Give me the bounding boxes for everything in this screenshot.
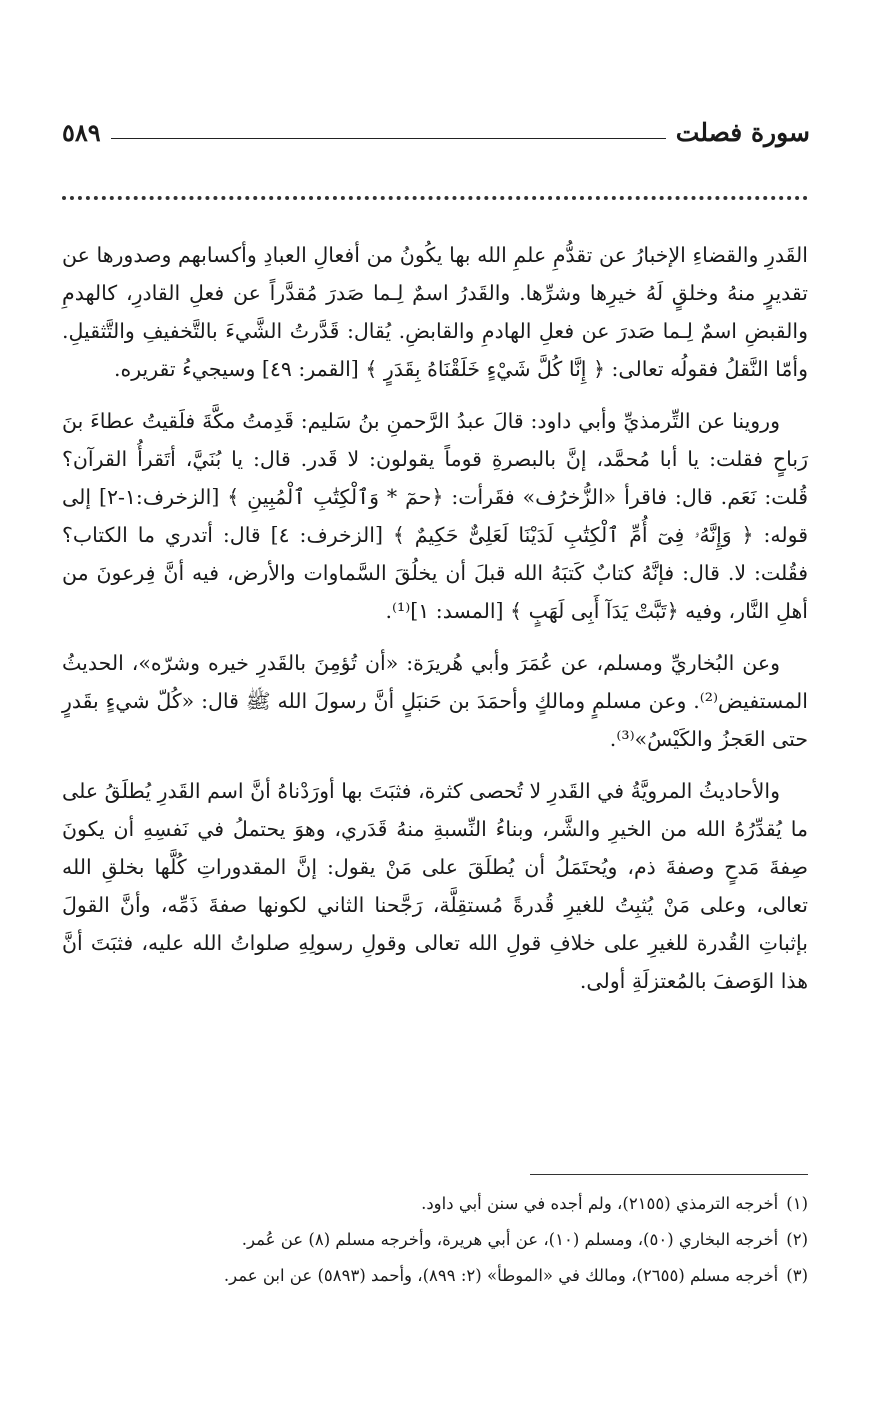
footnote-number: (٢) bbox=[786, 1230, 808, 1249]
page-header bbox=[62, 112, 810, 152]
paragraph: وعن البُخاريِّ ومسلم، عن عُمَرَ وأبي هُريرَة: «أن تُؤمِنَ بالقَدرِ خيره وشرّه»، الحديثُ المستفيض⁽²⁾. وعن مسلمٍ ومالكٍ وأحمَدَ بن حَنبَلٍ أنَّ رسولَ الله ﷺ قال: «كُلّ شيءٍ بقَدرٍ حتى العَجزُ والكَيْسُ»⁽³⁾. bbox=[62, 651, 808, 751]
footnote bbox=[62, 1222, 808, 1258]
footnote-text: أخرجه مسلم (٢٦٥٥)، ومالك في «الموطأ» (٢: ٨٩٩)، وأحمد (٥٨٩٣) عن ابن عمر. bbox=[223, 1266, 779, 1285]
footnote-rule bbox=[530, 1174, 808, 1175]
dotted-separator bbox=[62, 196, 808, 200]
page-number: ٥٨٩ bbox=[62, 117, 101, 147]
surah-title: سورة فصلت bbox=[675, 117, 810, 147]
paragraph: والأحاديثُ المرويَّةُ في القَدرِ لا تُحصى كثرة، فثبَتَ بها أورَدْناهُ أنَّ اسم القَدرِ يُطلَقُ على ما يُقدِّرُهُ الله من الخيرِ والشَّر، وبناءُ النِّسبةِ منهُ قَدَري، وهوَ يحتملُ في نَفسِهِ أن يكونَ صِفةَ مَدحٍ وصفةَ ذم، ويُحتَمَلُ أن يُطلَقَ على مَنْ يقول: إنَّ المقدوراتِ كُلَّها بخلقِ الله تعالى، وعلى مَنْ يُثبِتُ للغيرِ قُدرةً مُستقِلَّة، رَجَّحنا الثاني لكونها صفةَ ذَمِّه، وأنَّ القولَ بإثباتِ القُدرة للغيرِ على خلافِ قولِ الله تعالى وقولِ رسولِهِ صلواتُ الله عليه، فثبَتَ أنَّ هذا الوَصفَ بالمُعتزلَةِ أولى. bbox=[62, 779, 808, 993]
footnote bbox=[62, 1258, 808, 1294]
footnote-text: أخرجه البخاري (٥٠)، ومسلم (١٠)، عن أبي هريرة، وأخرجه مسلم (٨) عن عُمر. bbox=[241, 1230, 779, 1249]
paragraph: وروينا عن التِّرمذيِّ وأبي داود: قالَ عبدُ الرَّحمنِ بنُ سَليم: قَدِمتُ مكَّةَ فلَقيتُ عطاءَ بنَ رَباحٍ فقلت: يا أبا مُحمَّد، إنَّ بالبصرةِ قوماً يقولون: لا قَدر. قال: يا بُنَيَّ، أتَقرأُ القرآن؟ قُلت: نَعَم. قال: فاقرأ «الزُّخرُف» فقَرأت: ﴿حمٓ * وَٱلْكِتَٰبِ ٱلْمُبِينِ ﴾ [الزخرف:١-٢] إلى قوله: ﴿ وَإِنَّهُۥ فِىٓ أُمِّ ٱلْكِتَٰبِ لَدَيْنَا لَعَلِىٌّ حَكِيمٌ ﴾ [الزخرف: ٤] قال: أتدري ما الكتاب؟ فقُلت: لا. قال: فإنَّهُ كتابٌ كَتبَهُ الله قبلَ أن يخلُقَ السَّماوات والأرض، فيه أنَّ فِرعونَ من أهلِ النَّار، وفيه ﴿تَبَّتْ يَدَآ أَبِى لَهَبٍ ﴾ [المسد: ١]⁽¹⁾. bbox=[62, 409, 808, 623]
footnotes bbox=[62, 1186, 808, 1294]
paragraph: القَدرِ والقضاءِ الإخبارُ عن تقدُّمِ علمِ الله بها يكُونُ من أفعالِ العبادِ وأكسابهم وصدورها عن تقديرٍ منهُ وخلقٍ لَهُ خيرِها وشرِّها. والقَدرُ اسمٌ لِـما صَدرَ مُقدَّراً عن فعلِ القادرِ، كالهدمِ والقبضِ اسمٌ لِـما صَدرَ عن فعلِ الهادمِ والقابضِ. يُقال: قَدَّرتُ الشَّيءَ بالتَّخفيفِ والتَّثقيلِ. وأمّا النَّقلُ فقولُه تعالى: ﴿ إِنَّا كُلَّ شَيْءٍ خَلَقْنَاهُ بِقَدَرٍ ﴾ [القمر: ٤٩] وسيجيءُ تقريره. bbox=[62, 243, 808, 381]
footnote bbox=[62, 1186, 808, 1222]
footnote-text: أخرجه الترمذي (٢١٥٥)، ولم أجده في سنن أبي داود. bbox=[421, 1194, 779, 1213]
footnote-number: (١) bbox=[786, 1194, 808, 1213]
header-rule bbox=[111, 138, 666, 139]
main-text bbox=[62, 236, 808, 1014]
footnote-number: (٣) bbox=[786, 1266, 808, 1285]
